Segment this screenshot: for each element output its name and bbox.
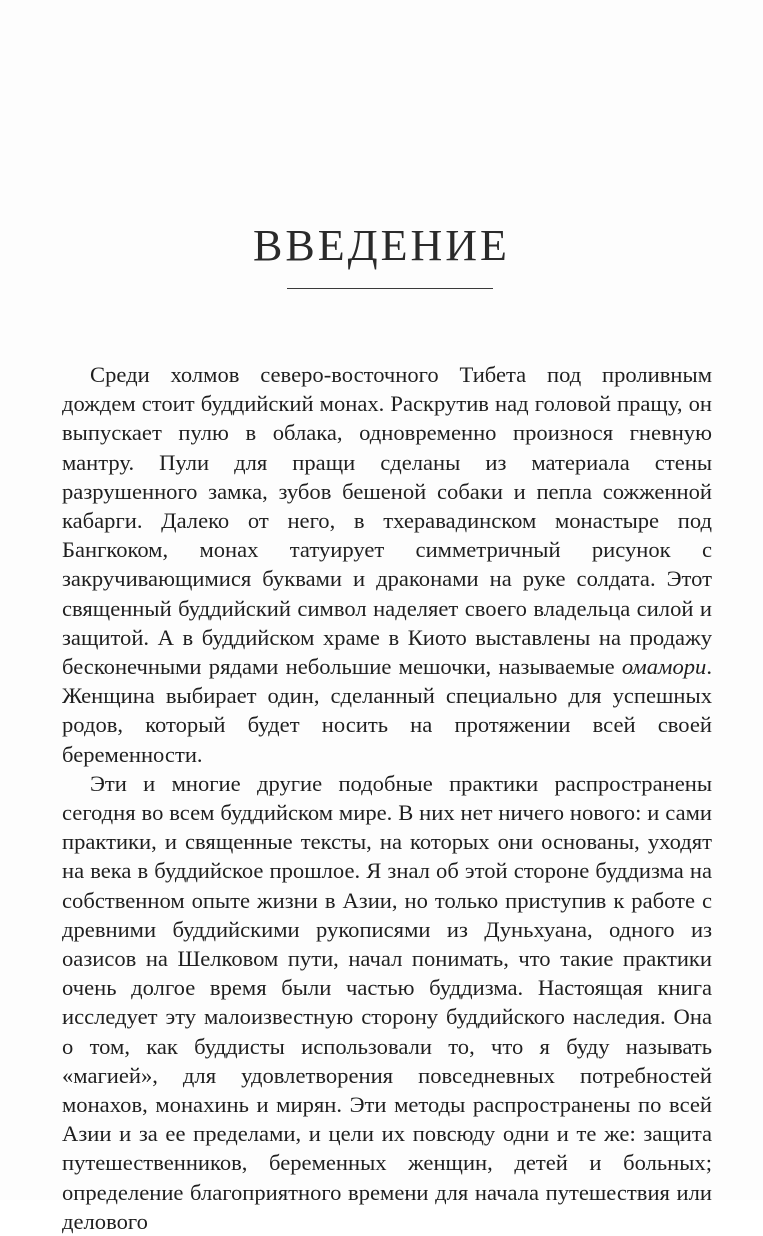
paragraph-2: Эти и многие другие подобные практики распространены сегодня во всем буддийском мире. В них нет ничего нового: и сами практики, и священные тексты, на которых они основаны, уходят на века в буддийское прошлое. Я знал об этой стороне буддизма на собственном опыте жизни в Азии, но только приступив к работе с древними буддийскими рукописями из Дуньхуана, одного из оазисов на Шелковом пути, начал понимать, что такие практики очень долгое время были частью буддизма. Настоящая книга исследует эту малоизвестную сторону буддийского наследия. Она о том, как буддисты использовали то, что я буду называть «магией», для удовлетворения повседневных потребностей монахов, монахинь и мирян. Эти методы распространены по всей Азии и за ее пределами, и цели их повсюду одни и те же: защита путешественников, беременных женщин, детей и больных; определение благоприятного времени для начала путешествия или делового <box>62 770 712 1234</box>
body-text <box>62 360 712 1236</box>
paragraph-1-italic-term: омамори <box>621 654 707 680</box>
paragraph-1-text-a: Среди холмов северо-восточного Тибета под проливным дождем стоит буддийский монах. Раскрутив над головой пращу, он выпускает пулю в облака, одновременно произнося гневную мантру. Пули для пращи сделаны из материала стены разрушенного замка, зубов бешеной собаки и пепла сожженной кабарги. Далеко от него, в тхеравадинском монастыре под Бангкоком, монах татуирует симметричный рисунок с закручивающимися буквами и драконами на руке солдата. Этот священный буддийский символ наделяет своего владельца силой и защитой. А в буддийском храме в Киото выставлены на продажу бесконечными рядами небольшие мешочки, называемые <box>62 362 712 680</box>
chapter-title: ВВЕДЕНИЕ <box>253 221 510 270</box>
title-divider <box>287 288 493 289</box>
paragraph-1-text-b: . Женщина выбирает один, сделанный специально для успешных родов, который будет носить на протяжении всей своей беременности. <box>62 654 712 767</box>
paragraph-1 <box>62 360 712 769</box>
